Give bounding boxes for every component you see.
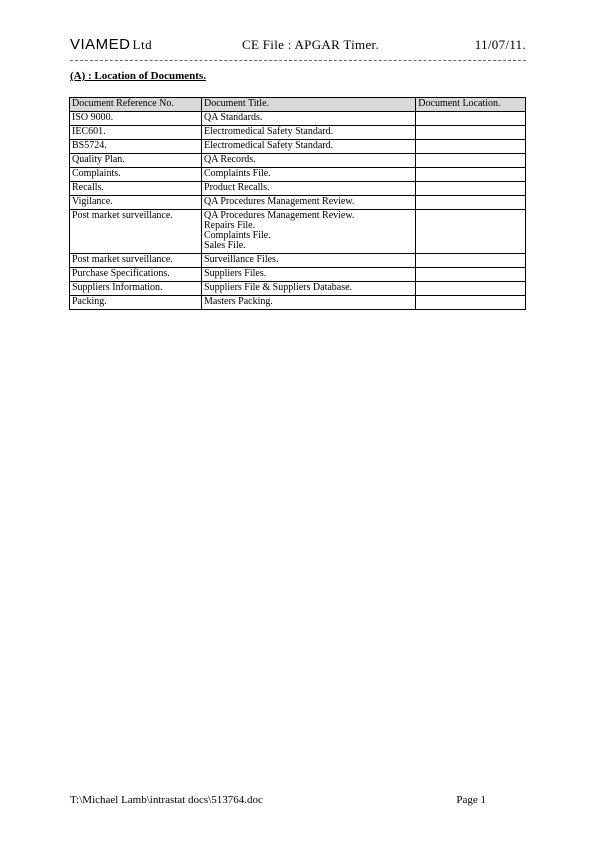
- table-row: [70, 296, 526, 310]
- cell-reference: Post market surveillance.: [70, 210, 202, 254]
- column-header-reference: Document Reference No.: [70, 98, 202, 112]
- cell-reference: Suppliers Information.: [70, 282, 202, 296]
- header-divider: [70, 60, 526, 61]
- logo-text: VIAMED: [70, 36, 131, 53]
- cell-location: [416, 126, 526, 140]
- cell-reference: IEC601.: [70, 126, 202, 140]
- cell-reference: BS5724.: [70, 140, 202, 154]
- cell-location: [416, 168, 526, 182]
- table-row: [70, 210, 526, 254]
- cell-reference: Purchase Specifications.: [70, 268, 202, 282]
- cell-title: Product Recalls.: [202, 182, 416, 196]
- cell-title: QA Procedures Management Review.: [202, 196, 416, 210]
- cell-title: Surveillance Files.: [202, 254, 416, 268]
- column-header-title: Document Title.: [202, 98, 416, 112]
- table-row: [70, 254, 526, 268]
- documents-table: [69, 97, 526, 310]
- cell-title: Complaints File.: [202, 168, 416, 182]
- file-path: T:\Michael Lamb\intrastat docs\513764.doc: [70, 794, 263, 806]
- cell-reference: Vigilance.: [70, 196, 202, 210]
- table-row: [70, 112, 526, 126]
- cell-location: [416, 154, 526, 168]
- cell-location: [416, 210, 526, 254]
- cell-location: [416, 268, 526, 282]
- company-logo: [70, 36, 152, 53]
- cell-location: [416, 182, 526, 196]
- table-row: [70, 196, 526, 210]
- cell-location: [416, 254, 526, 268]
- table-row: [70, 182, 526, 196]
- section-title: (A) : Location of Documents.: [70, 70, 206, 82]
- document-title: CE File : APGAR Timer.: [242, 37, 379, 52]
- table-row: [70, 282, 526, 296]
- cell-reference: Recalls.: [70, 182, 202, 196]
- table-row: [70, 126, 526, 140]
- cell-location: [416, 296, 526, 310]
- column-header-location: Document Location.: [416, 98, 526, 112]
- cell-location: [416, 282, 526, 296]
- table-row: [70, 168, 526, 182]
- cell-title: Electromedical Safety Standard.: [202, 140, 416, 154]
- table-row: [70, 154, 526, 168]
- cell-title: QA Records.: [202, 154, 416, 168]
- cell-location: [416, 140, 526, 154]
- table-header-row: [70, 98, 526, 112]
- page-header: [70, 36, 526, 56]
- cell-title: Suppliers Files.: [202, 268, 416, 282]
- cell-title: QA Procedures Management Review. Repairs File. Complaints File. Sales File.: [202, 210, 416, 254]
- cell-title: Electromedical Safety Standard.: [202, 126, 416, 140]
- cell-title: Suppliers File & Suppliers Database.: [202, 282, 416, 296]
- cell-location: [416, 112, 526, 126]
- cell-title: Masters Packing.: [202, 296, 416, 310]
- cell-reference: Post market surveillance.: [70, 254, 202, 268]
- cell-title: QA Standards.: [202, 112, 416, 126]
- table-row: [70, 268, 526, 282]
- cell-reference: Quality Plan.: [70, 154, 202, 168]
- document-date: 11/07/11.: [474, 37, 526, 52]
- cell-location: [416, 196, 526, 210]
- logo-suffix: Ltd: [132, 37, 153, 52]
- cell-reference: Complaints.: [70, 168, 202, 182]
- table-row: [70, 140, 526, 154]
- cell-reference: Packing.: [70, 296, 202, 310]
- cell-reference: ISO 9000.: [70, 112, 202, 126]
- page-number: Page 1: [456, 794, 486, 806]
